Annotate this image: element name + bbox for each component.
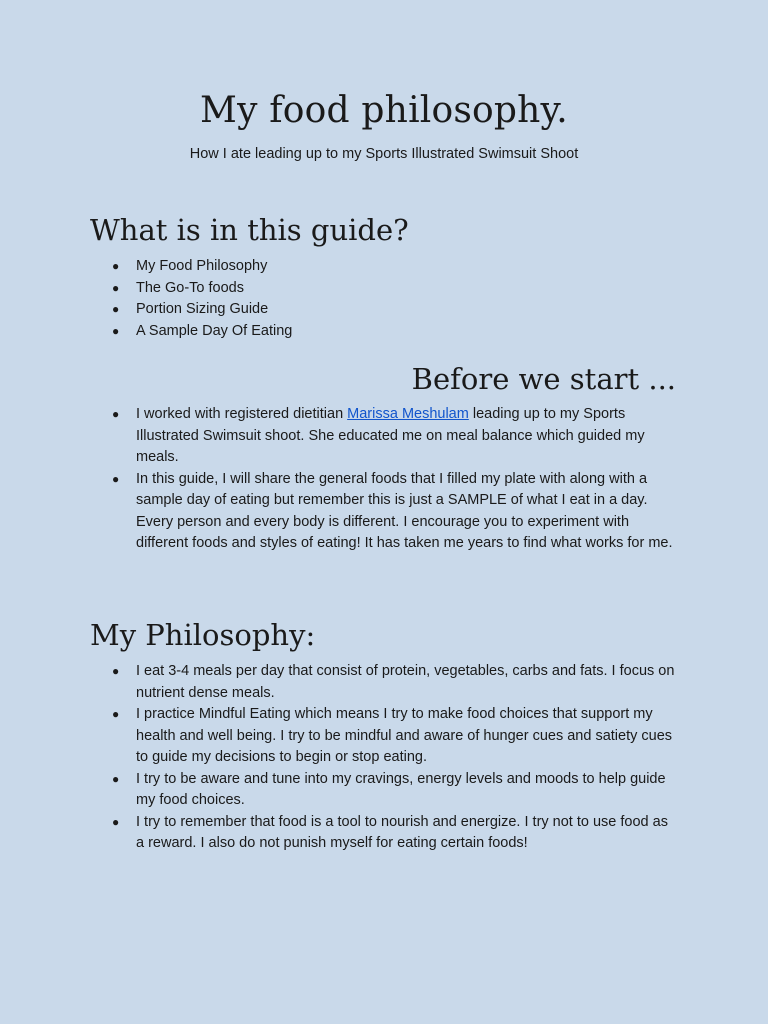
guide-list — [90, 256, 680, 342]
bullet-icon: ● — [112, 707, 120, 721]
list-item — [90, 769, 680, 812]
document-title: My food philosophy. — [200, 90, 568, 131]
list-item-text: leading up to my Sports Illustrated Swimsuit shoot. She educated me on meal balance which guided my meals. — [136, 406, 645, 465]
list-item — [90, 661, 680, 704]
list-item-text: In this guide, I will share the general foods that I filled my plate with along with a sample day of eating but remember this is just a SAMPLE of what I eat in a day. Every person and every body is different. I encourage you to experiment with different foods and styles of eating! It has taken me years to find what works for me. — [136, 470, 673, 551]
list-item-text: The Go-To foods — [136, 279, 244, 296]
list-item-text: A Sample Day Of Eating — [136, 322, 293, 339]
guide-heading: What is in this guide? — [90, 213, 409, 247]
dietitian-link[interactable]: Marissa Meshulam — [347, 406, 469, 422]
before-list — [90, 404, 680, 555]
document-subtitle: How I ate leading up to my Sports Illustrated Swimsuit Shoot — [189, 146, 579, 162]
bullet-icon: ● — [112, 771, 120, 786]
list-item — [90, 469, 680, 555]
list-item — [90, 704, 680, 769]
bullet-icon: ● — [112, 323, 120, 338]
bullet-icon: ● — [112, 664, 120, 678]
list-item-text: I try to remember that food is a tool to nourish and energize. I try not to use food as a reward. I also do not punish myself for eating certain foods! — [136, 813, 668, 851]
list-item — [90, 256, 680, 278]
bullet-icon: ● — [112, 407, 120, 421]
bullet-icon: ● — [112, 280, 120, 295]
list-item-text: I eat 3-4 meals per day that consist of protein, vegetables, carbs and fats. I focus on nutrient dense meals. — [136, 663, 675, 701]
list-item — [90, 404, 680, 469]
bullet-icon: ● — [112, 302, 120, 316]
before-heading: Before we start ... — [411, 362, 676, 396]
list-item — [90, 321, 680, 343]
list-item — [90, 299, 680, 321]
list-item — [90, 812, 680, 855]
philosophy-list — [90, 661, 680, 855]
bullet-icon: ● — [112, 259, 120, 273]
list-item — [90, 278, 680, 300]
list-item-text: I worked with registered dietitian — [136, 406, 348, 422]
bullet-icon: ● — [112, 471, 120, 486]
bullet-icon: ● — [112, 814, 120, 829]
list-item-text: I try to be aware and tune into my cravings, energy levels and moods to help guide my food choices. — [136, 770, 666, 808]
list-item-text: My Food Philosophy — [136, 258, 268, 274]
list-item-text: I practice Mindful Eating which means I try to make food choices that support my health and well being. I try to be mindful and aware of hunger cues and satiety cues to guide my decisions to begin or stop eating. — [136, 706, 673, 765]
list-item-text: Portion Sizing Guide — [136, 301, 269, 317]
philosophy-heading: My Philosophy: — [90, 618, 316, 652]
